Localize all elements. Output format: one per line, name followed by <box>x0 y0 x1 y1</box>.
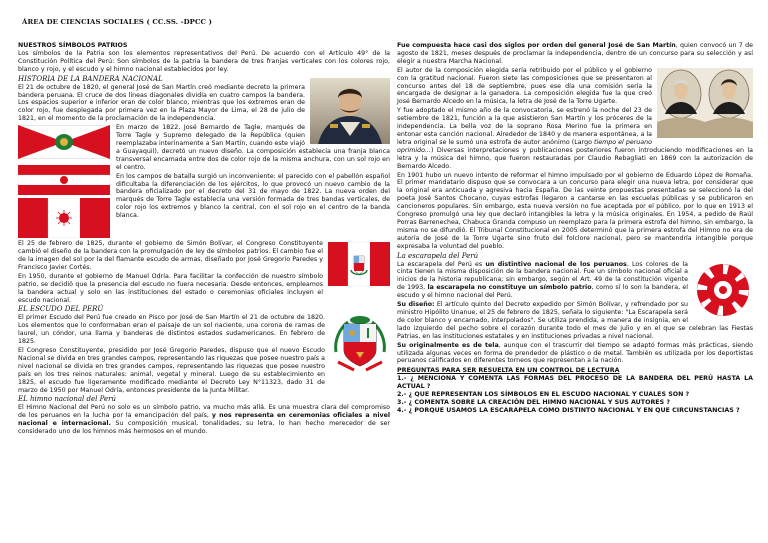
flag-paragraph-2: En marzo de 1822, José Bernardo de Tagle, marqués de Torre Tagle y Supremo delegado de la República (quien reemplazaba interinamente a San Martín, cuando este viajó a Guayaquil), decretó un nuevo diseño. La composición establecía una franja blanca transversal encamada entre dos de color rojo de la misma anchura, con un sol rojo en el centro. <box>116 124 390 171</box>
portrait-alcedo <box>661 70 701 118</box>
san-martin-portrait <box>310 78 390 144</box>
cockade-paragraph-2: Su diseño: El artículo quinto del Decreto expedido por Simón Bolívar, y refrendado por su ministro Hipólito Unanue, el 25 de febrero de 1825, señala lo siguiente: "La Escarapela será de color blanco y encarnado, interpolados". Se utiliza prendida, a manera de insignia, en el lado izquierdo del pecho sobre el corazón durante todo el mes de julio y en el que se celebran las Fiestas Patrias, en las instituciones estatales y en instituciones privadas a nivel nacional. <box>397 301 753 340</box>
flag-current-svg <box>328 242 390 286</box>
flag-paragraph-3: En los campos de batalla surgió un inconveniente: el parecido con el pabellón español dificultaba la diferenciación de los ejércitos, lo que provocó un nuevo cambio de la bandera oficializado por el decreto del 31 de mayo de 1822. La nueva orden del marqués de Torre Tagle establecía una versión formada de tres bandas verticales, de color rojo los extremos y blanco la central, con el sol rojo en el centro de la banda blanca. <box>116 172 390 220</box>
anthem-heading: EL himno nacional del Perú <box>18 395 116 404</box>
portrait-torre-ugarte <box>709 70 749 118</box>
left-column <box>18 42 390 437</box>
anthem-paragraph-4: Y fue adoptado el mismo año de la convocatoria, se estrenó la noche del 23 de setiembre de 1821, función a la que asistieron San Martín y los próceres de la independencia. La bella voz de la soprano Rosa Merino fue la primera en entonar esta canción nacional. Alrededor de 1840 y de manera espontánea, a la letra original se le sumó una estrofa de autor anónimo (Largo tiempo el peruano oprimido...) Diversas interpretaciones y publicaciones posteriores fueron introduciendo modificaciones en la letra y la música del himno, que fueron restauradas por Claudio Rebagliati en 1869 con la autorización de Bernardo Alcedo. <box>397 107 753 170</box>
flag-1820-icon <box>18 125 110 238</box>
shield-paragraph-2: El Congreso Constituyente, presidido por José Gregorio Paredes, dispuso que el nuevo Escudo Nacional se divida en tres grandes campos, representando las riquezas que posee nuestro país a nivel nacional se divida en tres grandes campos, representando las riquezas que posee nuestro país en los tres reinos naturales: animal, vegetal y mineral. Luego de su establecimiento en 1825, el escudo fue ligeramente modificado mediante el Decreto Ley N°11323, dado 31 de marzo de 1950 por Manuel Odría, entonces presidente de la Junta Militar. <box>18 347 325 394</box>
anthem-paragraph-3: El autor de la composición elegida sería retribuido por el público y el gobierno con la gratitud nacional. Fueron siete las composiciones que se presentaron al concurso antes del 18 de septiembre, pues ese día una comisión sería la encargada de designar a la ganadora. La composición elegida fue la que creó José Bernardo Alcedo en la música, la letra de José de la Torre Ugarte. <box>397 66 652 106</box>
flag-1822-icon <box>18 165 110 195</box>
question-3: 3.- ¿ COMENTA SOBRE LA CREACIÓN DEL HIMNO NACIONAL Y SUS AUTORES ? <box>397 399 670 407</box>
flag-history-heading: HISTORIA DE LA BANDERA NACIONAL <box>18 74 163 83</box>
cockade-icon <box>693 261 753 323</box>
area-title: ÁREA DE CIENCIAS SOCIALES ( CC.SS. -DPCC ) <box>22 18 212 26</box>
anthem-paragraph-1: El Himno Nacional del Perú no solo es un símbolo patrio, va mucho más allá. Es una muestra clara del compromiso de los peruanos en la lucha por la emancipación del país, y nos representa en ceremonias oficiales a nivel nacional e internacional. Su composición musical, tonalidades, su letra, lo han hecho merecedor de ser considerado uno de los himnos más hermosos en el mundo. <box>18 404 391 436</box>
shield-heading: EL ESCUDO DEL PERÚ <box>18 305 104 314</box>
shield-paragraph-1: El primer Escudo del Perú fue creado en Pisco por José de San Martín el 21 de octubre de 1820. Los elementos que lo conformaban eran el paisaje de un sol naciente, una corona de ramas de laurel, un cóndor, una llama y banderas de distintos estados sudamericanos. En febrero de 1825. <box>18 314 325 346</box>
cockade-paragraph-3: Su originalmente es de tela, aunque con el trascurrir del tiempo se adaptó formas más prácticas, siendo utilizada algunas veces en forma de prendedor de plástico o de metal. También es utilizada por los deportistas peruanos calificados en diferentes torneos que representan a la nación. <box>397 341 753 365</box>
questions-title: PREGUNTAS PARA SER RESUELTA EN UN CONTROL DE LECTURA <box>397 367 620 375</box>
main-title: NUESTROS SÍMBOLOS PATRIOS <box>18 42 128 49</box>
anthem-paragraph-5: En 1901 hubo un nuevo intento de reformar el himno impulsado por el gobierno de Eduardo López de Romaña. El primer mandatario dispuso que se convocara a un concurso para elegir una nueva letra, por considerar que la original era anticuada y agresiva hacia España. De las veinte propuestas presentadas se seleccionó la del poeta José Santos Chocano, cuyas estrofas llegaron a cantarse en las escuelas públicas y se publicaron en cancioneros populares. Sin embargo, esta nueva versión no fue aceptada por el público, por lo que en 1913 el Congreso promulgó una ley que declaró intangibles la letra y la música originales. En 1954, a pedido de Raúl Porras Barrenechea, Chabuca Granda compuso un reemplazo para la primera estrofa del himno, sin embargo, la misma no se difundió. El Tribunal Constitucional en 2005 determinó que la primera estrofa del Himno no era de autoría de José de la Torre Ugarte sino fruto del folclore nacional, pero se mantendría intangible porque expresaba la voluntad del pueblo. <box>397 171 753 250</box>
flag-1822b-icon <box>18 198 110 238</box>
question-2: 2.- ¿ QUE REPRESENTAN LOS SÍMBOLOS EN EL ESCUDO NACIONAL Y CUALES SON ? <box>397 391 690 399</box>
right-column <box>397 42 753 415</box>
flag-paragraph-1: El 21 de octubre de 1820, el general José de San Martín creó mediante decreto la primera bandera peruana. El cruce de dos líneas diagonales dividía en cuatro campos la bandera. Los espacios superior e inferior eran de color blanco, mientras que los extremos eran de color rojo, fue desplegada por primera vez en la Plaza Mayor de Lima, el 28 de julio de 1821, en el momento de la proclamación de la independencia. <box>18 83 305 123</box>
question-4: 4.- ¿ PORQUE USAMOS LA ESCARAPELA COMO DISTINTO NACIONAL Y EN QUE CIRCUNSTANCIAS ? <box>397 407 740 415</box>
shield-svg <box>330 312 390 376</box>
cockade-paragraph-1: La escarapela del Perú es un distintivo nacional de los peruanos. Los colores de la cinta tienen la misma disposición de la bandera nacional. Fue un símbolo nacional oficial a inicios de la historia republicana; sin embargo, según el Art. 49 de la constitución vigente de 1993, la escarapela no constituye un símbolo patrio, como sí lo son la bandera, el escudo y el himno nacional del Perú. <box>397 260 689 300</box>
san-martin-portrait-icon <box>310 78 390 144</box>
flag-current-icon <box>328 242 390 290</box>
flag-paragraph-5: En 1950, durante el gobierno de Manuel Odría. Para facilitar la confección de nuestro símbolo patrio, se decidió que la presencia del escudo no fuera necesaria. Desde entonces, empleamos la bandera actual y solo en las instituciones del estado o ceremonias oficiales incluyen el escudo nacional. <box>18 272 323 304</box>
flag-paragraph-4: El 25 de febrero de 1825, durante el gobierno de Simón Bolívar, el Congreso Constituyente cambió el diseño de la bandera con la promulgación de ley de símbolos patrios. El cambio fue el de la imagen del sol por la del flamante escudo de armas, diseñado por José Gregorio Paredes y Francisco Javier Cortés. <box>18 240 323 271</box>
cockade-svg <box>693 261 753 319</box>
anthem-paragraph-2: Fue compuesta hace casi dos siglos por orden del general José de San Martín, quien convocó un 7 de agosto de 1821, meses después de proclamar la independencia, dentro de un concurso para su selección y así elegir a nuestra Marcha Nacional. <box>397 42 753 65</box>
flag-1820-svg <box>18 125 110 159</box>
anthem-authors-svg <box>657 68 753 138</box>
anthem-authors-portraits <box>657 68 753 138</box>
cockade-heading: La escarapela del Perú <box>397 251 479 260</box>
shield-icon <box>330 312 390 380</box>
intro-paragraph: Los símbolos de la Patria son los elementos representativos del Perú. De acuerdo con el Artículo 49° de la Constitución Política del Perú: Son símbolos de la patria la bandera de tres franjas verticales con los colores rojo, blanco y rojo, y el escudo y el himno nacional establecidos por ley. <box>18 49 390 73</box>
question-1: 1.- ¿ MENCIONA Y COMENTA LAS FORMAS DEL PROCESO DE LA BANDERA DEL PERÚ HASTA LA ACTUAL ? <box>397 375 753 391</box>
